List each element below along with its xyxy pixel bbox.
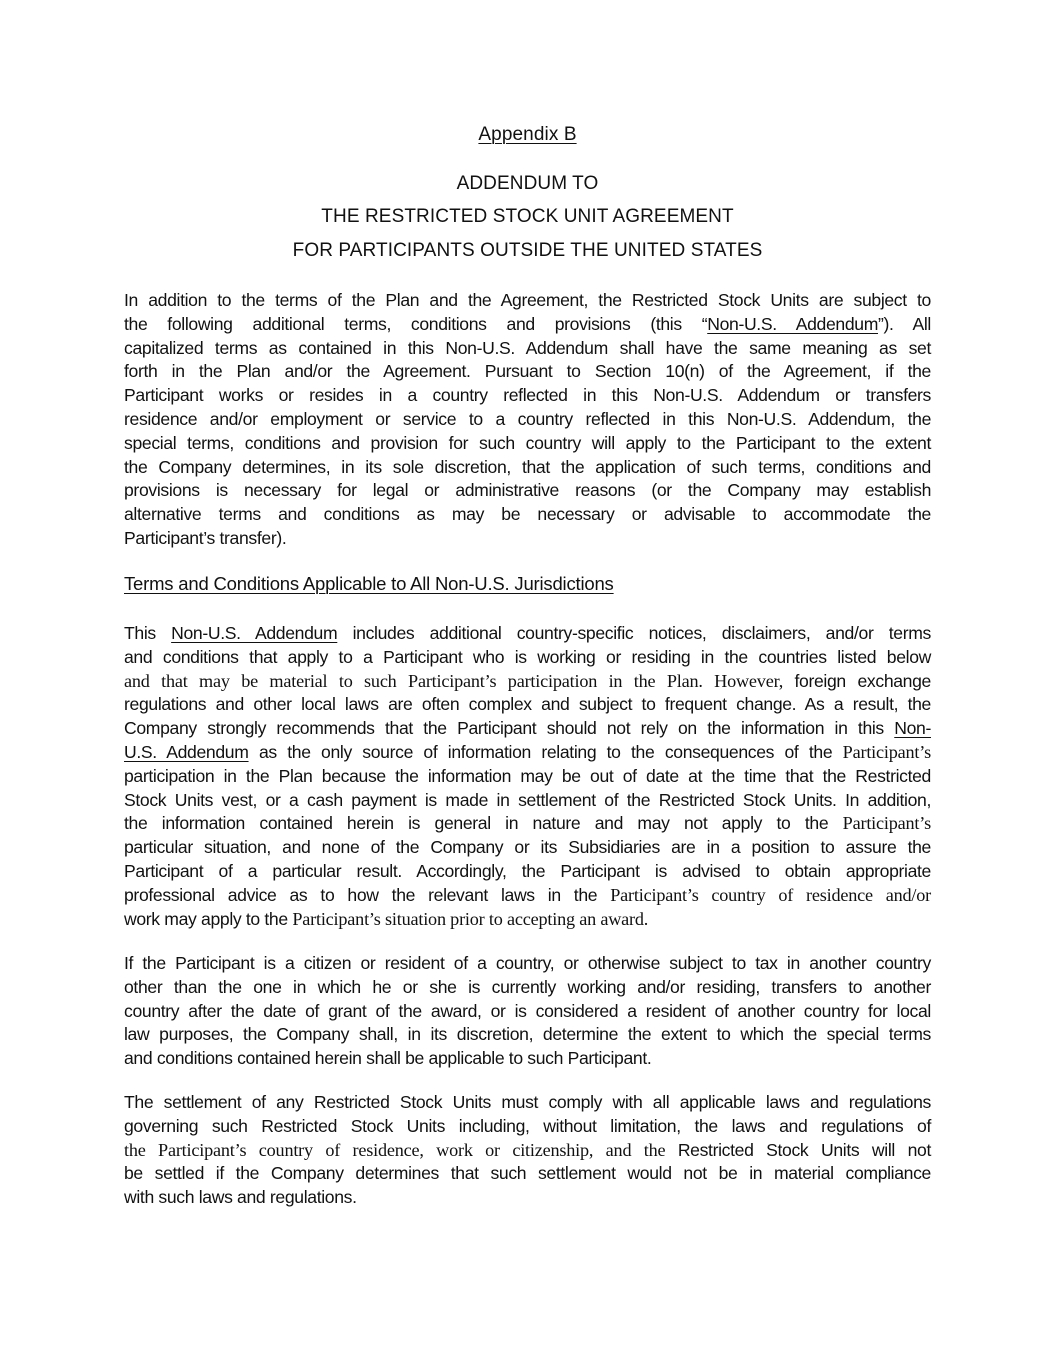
- text-line: alternative terms and conditions as may be necessary or advisable to accommodate the: [124, 504, 931, 525]
- defined-term: Non-U.S. Addendum: [707, 313, 878, 334]
- text-line: and that may be material to such Participant’s participation in the Plan. However, foreign exchange: [124, 670, 931, 691]
- text-line: regulations and other local laws are often complex and subject to frequent change. As a result, the: [124, 694, 931, 715]
- text-line: other than the one in which he or she is currently working and/or residing, transfers to another: [124, 976, 931, 997]
- text-line: forth in the Plan and/or the Agreement. Pursuant to Section 10(n) of the Agreement, if the: [124, 361, 931, 382]
- title-line-3: FOR PARTICIPANTS OUTSIDE THE UNITED STATES: [292, 240, 763, 261]
- text-line: governing such Restricted Stock Units including, without limitation, the laws and regulations of: [124, 1115, 931, 1136]
- text-line: If the Participant is a citizen or resident of a country, or otherwise subject to tax in another country: [124, 953, 931, 973]
- section-heading: Terms and Conditions Applicable to All Non-U.S. Jurisdictions: [124, 573, 614, 594]
- text-line: capitalized terms as contained in this Non-U.S. Addendum shall have the same meaning as set: [124, 337, 931, 358]
- text-line: participation in the Plan because the information may be out of date at the time that the Restricted: [124, 765, 931, 786]
- text-line: The settlement of any Restricted Stock Units must comply with all applicable laws and regulations: [124, 1092, 931, 1112]
- text-line: Stock Units vest, or a cash payment is made in settlement of the Restricted Stock Units. In addition,: [124, 789, 931, 810]
- text-line: residence and/or employment or service to a country reflected in this Non-U.S. Addendum, the: [124, 408, 931, 429]
- text-line: and conditions that apply to a Participant who is working or residing in the countries listed below: [124, 646, 931, 667]
- appendix-label: Appendix B: [478, 124, 577, 145]
- text-line: and conditions contained herein shall be applicable to such Participant.: [124, 1048, 652, 1069]
- text-line: U.S. Addendum as the only source of information relating to the consequences of the Participant’s: [124, 741, 931, 762]
- text-line: Participant’s transfer).: [124, 527, 287, 548]
- text-line: Participant works or resides in a country reflected in this Non-U.S. Addendum or transfers: [124, 385, 931, 406]
- text-line: be settled if the Company determines that such settlement would not be in material compliance: [124, 1163, 931, 1184]
- text-line: law purposes, the Company shall, in its discretion, determine the extent to which the special terms: [124, 1024, 931, 1045]
- paragraph-2: [124, 622, 931, 931]
- title-line-1: ADDENDUM TO: [456, 173, 599, 194]
- text-line: particular situation, and none of the Company or its Subsidiaries are in a position to assure the: [124, 837, 931, 858]
- defined-term: Non-: [894, 718, 931, 739]
- text-line: Company strongly recommends that the Participant should not rely on the information in this Non-: [124, 718, 931, 739]
- text-line: the Participant’s country of residence, work or citizenship, and the Restricted Stock Units will not: [124, 1139, 931, 1160]
- title-line-2: THE RESTRICTED STOCK UNIT AGREEMENT: [321, 206, 734, 227]
- intro-paragraph: [124, 289, 931, 551]
- defined-term: Non-U.S. Addendum: [171, 623, 338, 643]
- text-line: country after the date of grant of the award, or is considered a resident of another country for local: [124, 1000, 931, 1021]
- text-line: the following additional terms, conditions and provisions (this “Non-U.S. Addendum”). All: [124, 313, 931, 334]
- text-line: with such laws and regulations.: [124, 1187, 357, 1208]
- text-line: the Company determines, in its sole discretion, that the application of such terms, conditions and: [124, 456, 931, 477]
- text-line: the information contained herein is general in nature and may not apply to the Participant’s: [124, 813, 931, 834]
- paragraph-3: [124, 952, 931, 1071]
- text-line: provisions is necessary for legal or administrative reasons (or the Company may establish: [124, 480, 931, 501]
- text-line: professional advice as to how the relevant laws in the Participant’s country of residence and/or: [124, 884, 931, 905]
- text-line: This Non-U.S. Addendum includes additional country-specific notices, disclaimers, and/or terms: [124, 623, 931, 643]
- defined-term: U.S. Addendum: [124, 741, 249, 762]
- text-line: Participant of a particular result. Accordingly, the Participant is advised to obtain appropriate: [124, 860, 931, 881]
- text-line: In addition to the terms of the Plan and the Agreement, the Restricted Stock Units are subject to: [124, 290, 931, 310]
- text-line: work may apply to the Participant’s situation prior to accepting an award.: [124, 908, 649, 929]
- text-line: special terms, conditions and provision for such country will apply to the Participant to the extent: [124, 432, 931, 453]
- paragraph-4: [124, 1091, 931, 1210]
